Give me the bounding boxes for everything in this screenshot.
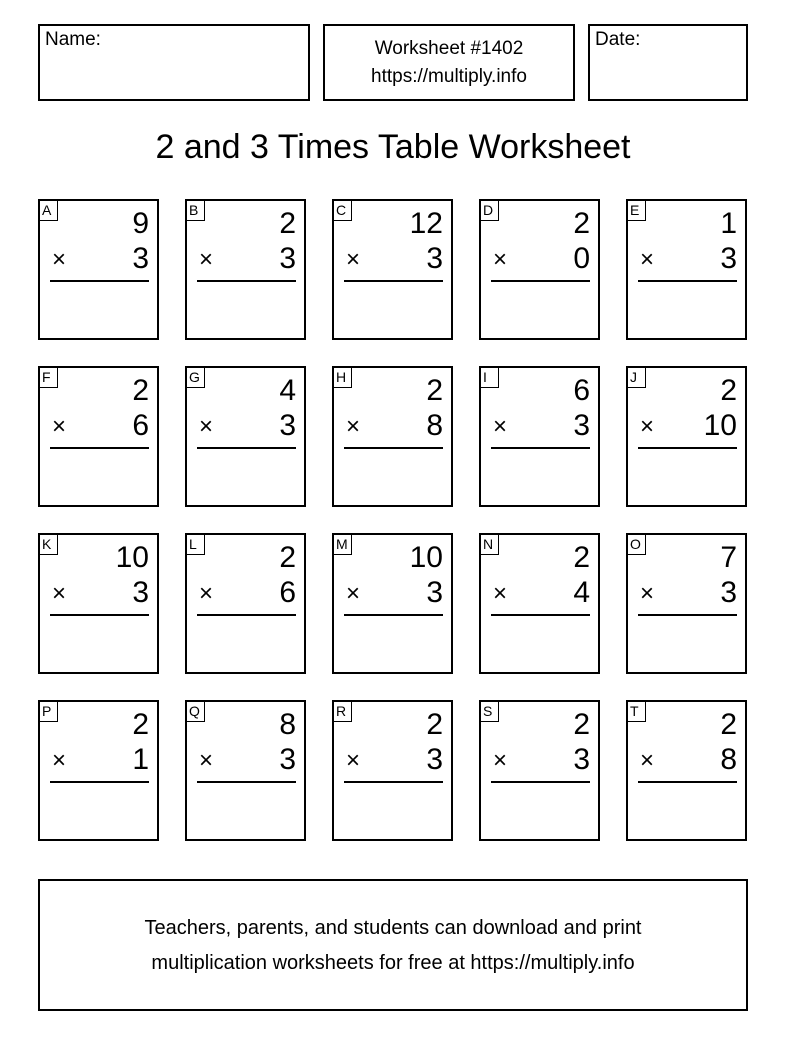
times-sign: ×	[346, 413, 361, 440]
multiplicand: 2	[573, 541, 590, 574]
problem-card	[479, 700, 600, 841]
answer-line	[344, 614, 443, 616]
multiplier: 8	[426, 409, 443, 442]
footer-text-line-1: Teachers, parents, and students can download and print	[144, 917, 642, 939]
multiplicand: 9	[132, 207, 149, 240]
multiplier: 6	[132, 409, 149, 442]
multiplier: 3	[426, 576, 443, 609]
problem-letter: A	[38, 199, 58, 221]
multiplicand: 2	[132, 708, 149, 741]
problem-letter: I	[479, 366, 499, 388]
footer-box	[38, 879, 748, 1011]
problem-letter: P	[38, 700, 58, 722]
problem-card	[38, 199, 159, 340]
multiplier: 4	[573, 576, 590, 609]
multiplicand: 8	[279, 708, 296, 741]
answer-line	[491, 614, 590, 616]
times-sign: ×	[52, 580, 67, 607]
answer-line	[197, 614, 296, 616]
multiplier: 6	[279, 576, 296, 609]
problem-card	[185, 700, 306, 841]
multiplier: 3	[279, 242, 296, 275]
problem-card	[332, 199, 453, 340]
multiplier: 3	[426, 743, 443, 776]
problem-card	[38, 533, 159, 674]
name-label: Name:	[45, 29, 101, 50]
times-sign: ×	[493, 246, 508, 273]
times-sign: ×	[52, 246, 67, 273]
multiplier: 3	[720, 576, 737, 609]
multiplicand: 6	[573, 374, 590, 407]
multiplicand: 2	[132, 374, 149, 407]
multiplier: 8	[720, 743, 737, 776]
problem-card	[38, 366, 159, 507]
worksheet-info-box	[323, 24, 575, 101]
multiplier: 3	[132, 242, 149, 275]
problem-letter: L	[185, 533, 205, 555]
multiplicand: 10	[409, 541, 443, 574]
problem-letter: H	[332, 366, 352, 388]
multiplier: 3	[426, 242, 443, 275]
times-sign: ×	[493, 580, 508, 607]
problem-card	[479, 533, 600, 674]
times-sign: ×	[640, 580, 655, 607]
times-sign: ×	[199, 747, 214, 774]
worksheet-title: 2 and 3 Times Table Worksheet	[155, 128, 631, 166]
problem-letter: T	[626, 700, 646, 722]
problem-letter: D	[479, 199, 499, 221]
multiplier: 10	[703, 409, 737, 442]
problem-card	[185, 199, 306, 340]
problem-card	[626, 366, 747, 507]
answer-line	[638, 280, 737, 282]
times-sign: ×	[199, 246, 214, 273]
problem-letter: F	[38, 366, 58, 388]
times-sign: ×	[346, 747, 361, 774]
times-sign: ×	[640, 413, 655, 440]
answer-line	[50, 781, 149, 783]
answer-line	[197, 781, 296, 783]
answer-line	[638, 614, 737, 616]
multiplicand: 4	[279, 374, 296, 407]
times-sign: ×	[199, 413, 214, 440]
answer-line	[491, 781, 590, 783]
times-sign: ×	[52, 413, 67, 440]
times-sign: ×	[199, 580, 214, 607]
answer-line	[344, 447, 443, 449]
multiplicand: 2	[279, 207, 296, 240]
multiplicand: 12	[409, 207, 443, 240]
multiplier: 3	[279, 409, 296, 442]
times-sign: ×	[640, 246, 655, 273]
date-field-box	[588, 24, 748, 101]
multiplicand: 10	[115, 541, 149, 574]
problem-card	[38, 700, 159, 841]
answer-line	[344, 781, 443, 783]
problem-card	[185, 533, 306, 674]
footer-text-line-2: multiplication worksheets for free at https://multiply.info	[151, 952, 635, 974]
answer-line	[344, 280, 443, 282]
answer-line	[491, 447, 590, 449]
multiplier: 3	[573, 409, 590, 442]
name-field-box	[38, 24, 310, 101]
times-sign: ×	[640, 747, 655, 774]
answer-line	[50, 614, 149, 616]
problem-letter: C	[332, 199, 352, 221]
problem-letter: K	[38, 533, 58, 555]
problem-card	[332, 700, 453, 841]
times-sign: ×	[346, 246, 361, 273]
multiplicand: 1	[720, 207, 737, 240]
answer-line	[638, 781, 737, 783]
problem-letter: R	[332, 700, 352, 722]
worksheet-url: https://multiply.info	[371, 66, 527, 87]
date-label: Date:	[595, 29, 641, 50]
multiplier: 3	[573, 743, 590, 776]
multiplicand: 2	[573, 207, 590, 240]
problem-card	[626, 199, 747, 340]
answer-line	[50, 280, 149, 282]
multiplier: 3	[279, 743, 296, 776]
times-sign: ×	[52, 747, 67, 774]
problem-card	[332, 366, 453, 507]
problem-card	[479, 199, 600, 340]
multiplicand: 2	[279, 541, 296, 574]
problem-card	[626, 533, 747, 674]
multiplicand: 2	[426, 374, 443, 407]
problem-letter: B	[185, 199, 205, 221]
answer-line	[197, 447, 296, 449]
problem-card	[185, 366, 306, 507]
problem-card	[332, 533, 453, 674]
multiplicand: 7	[720, 541, 737, 574]
answer-line	[197, 280, 296, 282]
answer-line	[638, 447, 737, 449]
problem-letter: J	[626, 366, 646, 388]
times-sign: ×	[346, 580, 361, 607]
problem-letter: O	[626, 533, 646, 555]
problem-letter: E	[626, 199, 646, 221]
answer-line	[50, 447, 149, 449]
multiplier: 3	[720, 242, 737, 275]
problem-letter: N	[479, 533, 499, 555]
multiplicand: 2	[720, 708, 737, 741]
multiplicand: 2	[573, 708, 590, 741]
problem-letter: Q	[185, 700, 205, 722]
multiplier: 0	[573, 242, 590, 275]
times-sign: ×	[493, 413, 508, 440]
problem-letter: M	[332, 533, 352, 555]
problem-card	[626, 700, 747, 841]
problem-letter: G	[185, 366, 205, 388]
times-sign: ×	[493, 747, 508, 774]
problem-card	[479, 366, 600, 507]
multiplicand: 2	[426, 708, 443, 741]
multiplier: 3	[132, 576, 149, 609]
answer-line	[491, 280, 590, 282]
worksheet-number: Worksheet #1402	[374, 38, 524, 59]
multiplier: 1	[132, 743, 149, 776]
problem-letter: S	[479, 700, 499, 722]
multiplicand: 2	[720, 374, 737, 407]
